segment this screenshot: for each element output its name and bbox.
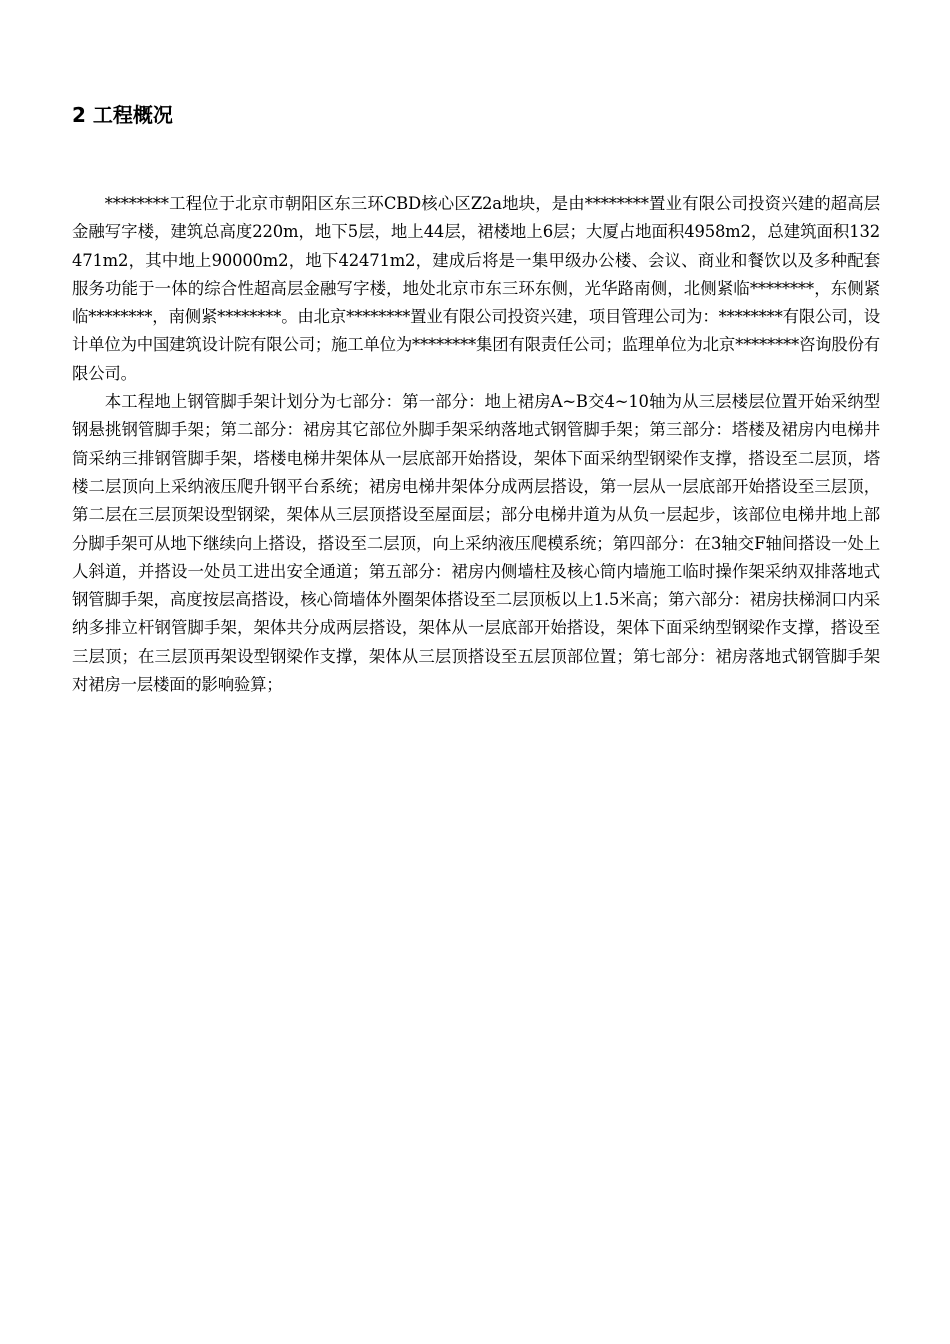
paragraph-scaffolding-plan: 本工程地上钢管脚手架计划分为七部分：第一部分：地上裙房A~B交4~10轴为从三层楼层位置开始采纳型钢悬挑钢管脚手架；第二部分：裙房其它部位外脚手架采纳落地式钢管脚手架；第三部分：塔楼及裙房内电梯井筒采纳三排钢管脚手架，塔楼电梯井架体从一层底部开始搭设，架体下面采纳型钢梁作支撑，搭设至二层顶，塔楼二层顶向上采纳液压爬升钢平台系统；裙房电梯井架体分成两层搭设，第一层从一层底部开始搭设至三层顶，第二层在三层顶架设型钢梁，架体从三层顶搭设至屋面层；部分电梯井道为从负一层起步，该部位电梯井地上部分脚手架可从地下继续向上搭设，搭设至二层顶，向上采纳液压爬模系统；第四部分：在3轴交F轴间搭设一处上人斜道，并搭设一处员工进出安全通道；第五部分：裙房内侧墙柱及核心筒内墙施工临时操作架采纳双排落地式钢管脚手架，高度按层高搭设，核心筒墙体外圈架体搭设至二层顶板以上1.5米高；第六部分：裙房扶梯洞口内采纳多排立杆钢管脚手架，架体共分成两层搭设，架体从一层底部开始搭设，架体下面采纳型钢梁作支撑，搭设至三层顶；在三层顶再架设型钢梁作支撑，架体从三层顶搭设至五层顶部位置；第七部分：裙房落地式钢管脚手架对裙房一层楼面的影响验算； bbox=[72, 392, 880, 695]
section-heading: 2 工程概况 bbox=[72, 103, 173, 127]
body-text bbox=[72, 190, 880, 699]
paragraph-project-overview: ********工程位于北京市朝阳区东三环CBD核心区Z2a地块，是由********置业有限公司投资兴建的超高层金融写字楼，建筑总高度220m，地下5层，地上44层，裙楼地上6层；大厦占地面积4958m2，总建筑面积132471m2，其中地上90000m2，地下42471m2，建成后将是一集甲级办公楼、会议、商业和餐饮以及多种配套服务功能于一体的综合性超高层金融写字楼，地处北京市东三环东侧，光华路南侧，北侧紧临********，东侧紧临********，南侧紧********。由北京********置业有限公司投资兴建，项目管理公司为：********有限公司，设计单位为中国建筑设计院有限公司；施工单位为********集团有限责任公司；监理单位为北京********咨询股份有限公司。 bbox=[72, 194, 880, 383]
